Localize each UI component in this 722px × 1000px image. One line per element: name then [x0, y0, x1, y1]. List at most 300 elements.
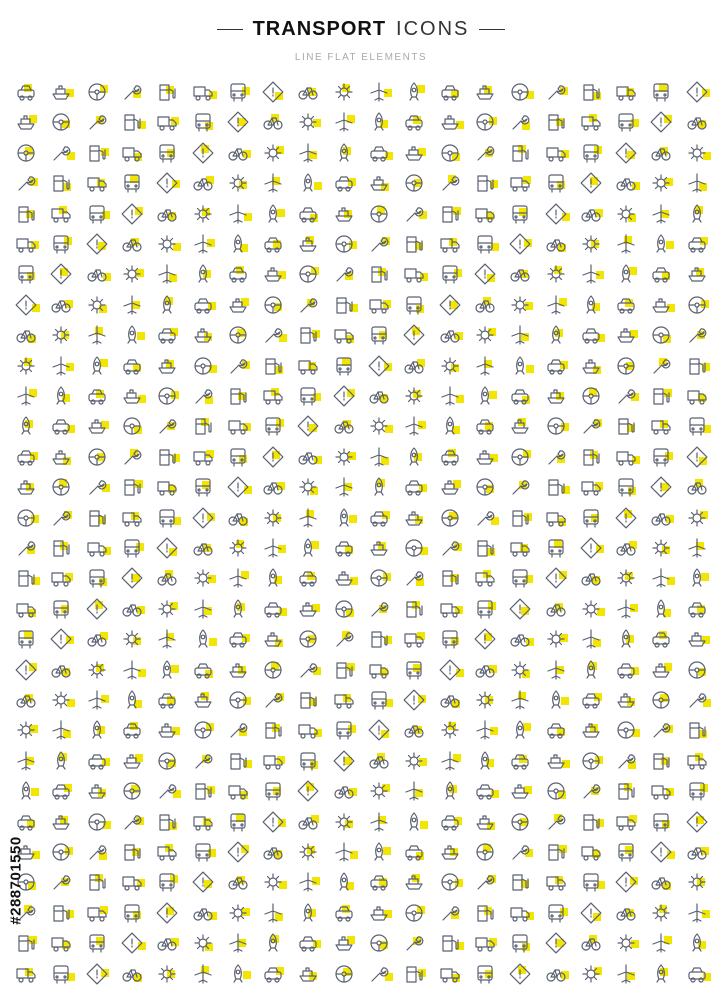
- car-wash-icon: [15, 476, 37, 498]
- tractor-icon: [509, 963, 531, 985]
- crane-icon: [192, 780, 214, 802]
- insurance-icon: [509, 841, 531, 863]
- repair-tools-icon: [262, 415, 284, 437]
- ship-icon: [615, 902, 637, 924]
- helicopter-icon: [86, 142, 108, 164]
- car-service-icon: [439, 355, 461, 377]
- traffic-light-icon: [121, 902, 143, 924]
- money-icon: [615, 446, 637, 468]
- bus-icon: [509, 385, 531, 407]
- airplane-icon: [545, 263, 567, 285]
- parachute-icon: [439, 324, 461, 346]
- wheelchair-icon: [650, 385, 672, 407]
- train-icon: [15, 111, 37, 133]
- satellite-icon: [192, 963, 214, 985]
- tram-icon: [50, 111, 72, 133]
- excavator-icon: [15, 203, 37, 225]
- scooter-icon: [333, 203, 355, 225]
- train-icon: [580, 476, 602, 498]
- electric-vehicle-icon: [227, 81, 249, 103]
- electric-vehicle-icon: [86, 963, 108, 985]
- money-icon: [50, 81, 72, 103]
- motorcycle-icon: [580, 385, 602, 407]
- bus-icon: [650, 719, 672, 741]
- car-service-icon: [297, 750, 319, 772]
- bus-icon: [509, 871, 531, 893]
- crane-icon: [474, 963, 496, 985]
- car-wash-icon: [580, 355, 602, 377]
- forklift-icon: [686, 324, 708, 346]
- airplane-icon: [686, 598, 708, 620]
- steering-wheel-icon: [15, 659, 37, 681]
- crane-icon: [615, 324, 637, 346]
- bicycle-icon: [403, 780, 425, 802]
- car-service-icon: [580, 689, 602, 711]
- helicopter-icon: [368, 567, 390, 589]
- airplane-icon: [403, 172, 425, 194]
- traffic-light-icon: [545, 446, 567, 468]
- scooter-icon: [615, 142, 637, 164]
- crane-icon: [192, 537, 214, 559]
- car-service-icon: [580, 446, 602, 468]
- motorcycle-icon: [580, 628, 602, 650]
- forklift-icon: [686, 81, 708, 103]
- road-sign-icon: [650, 294, 672, 316]
- money-icon: [474, 598, 496, 620]
- tire-icon: [50, 172, 72, 194]
- electric-vehicle-icon: [227, 324, 249, 346]
- excavator-icon: [156, 780, 178, 802]
- rocket-icon: [439, 172, 461, 194]
- money-icon: [50, 567, 72, 589]
- helmet-icon: [121, 263, 143, 285]
- boat-icon: [368, 719, 390, 741]
- drone-icon: [545, 172, 567, 194]
- satellite-icon: [192, 233, 214, 255]
- boat-icon: [650, 659, 672, 681]
- truck-icon: [121, 537, 143, 559]
- car-service-icon: [297, 263, 319, 285]
- traffic-light-icon: [403, 355, 425, 377]
- forklift-icon: [121, 689, 143, 711]
- satellite-icon: [474, 659, 496, 681]
- boat-icon: [227, 385, 249, 407]
- watermark: [8, 770, 24, 990]
- crane-icon: [333, 385, 355, 407]
- rocket-icon: [439, 659, 461, 681]
- motorcycle-icon: [297, 932, 319, 954]
- rocket-icon: [15, 628, 37, 650]
- repair-tools-icon: [121, 324, 143, 346]
- money-icon: [192, 172, 214, 194]
- tire-icon: [192, 507, 214, 529]
- fuel-station-icon: [333, 415, 355, 437]
- tram-icon: [474, 871, 496, 893]
- train-icon: [156, 446, 178, 468]
- train-icon: [297, 537, 319, 559]
- traffic-light-icon: [545, 932, 567, 954]
- rocket-icon: [580, 750, 602, 772]
- electric-vehicle-icon: [368, 415, 390, 437]
- repair-tools-icon: [545, 111, 567, 133]
- money-icon: [615, 932, 637, 954]
- forklift-icon: [121, 932, 143, 954]
- forklift-icon: [121, 446, 143, 468]
- tire-icon: [474, 446, 496, 468]
- scooter-icon: [333, 446, 355, 468]
- tire-icon: [192, 750, 214, 772]
- tram-icon: [333, 780, 355, 802]
- drone-icon: [262, 719, 284, 741]
- tractor-icon: [650, 81, 672, 103]
- helicopter-icon: [227, 963, 249, 985]
- truck-icon: [545, 811, 567, 833]
- steering-wheel-icon: [297, 841, 319, 863]
- car-wash-icon: [156, 81, 178, 103]
- helmet-icon: [403, 446, 425, 468]
- crane-icon: [474, 719, 496, 741]
- train-icon: [15, 598, 37, 620]
- tram-icon: [615, 233, 637, 255]
- tram-icon: [615, 719, 637, 741]
- road-sign-icon: [86, 415, 108, 437]
- helmet-icon: [121, 750, 143, 772]
- train-icon: [580, 233, 602, 255]
- motorcycle-icon: [297, 689, 319, 711]
- steering-wheel-icon: [439, 689, 461, 711]
- tram-icon: [50, 355, 72, 377]
- bus-icon: [650, 963, 672, 985]
- motorcycle-icon: [439, 537, 461, 559]
- electric-vehicle-icon: [368, 902, 390, 924]
- parachute-icon: [15, 294, 37, 316]
- title-light: ICONS: [396, 18, 470, 40]
- scooter-icon: [615, 385, 637, 407]
- fuel-station-icon: [474, 507, 496, 529]
- truck-icon: [403, 963, 425, 985]
- traffic-light-icon: [262, 263, 284, 285]
- parachute-icon: [156, 142, 178, 164]
- tractor-icon: [368, 385, 390, 407]
- insurance-icon: [368, 750, 390, 772]
- train-icon: [156, 932, 178, 954]
- scooter-icon: [192, 841, 214, 863]
- crane-icon: [615, 811, 637, 833]
- truck-icon: [686, 902, 708, 924]
- satellite-icon: [50, 385, 72, 407]
- insurance-icon: [650, 689, 672, 711]
- airplane-icon: [686, 355, 708, 377]
- tire-icon: [615, 537, 637, 559]
- ship-icon: [474, 81, 496, 103]
- tire-icon: [615, 780, 637, 802]
- steering-wheel-icon: [439, 932, 461, 954]
- tractor-icon: [86, 689, 108, 711]
- rocket-icon: [580, 507, 602, 529]
- car-wash-icon: [439, 750, 461, 772]
- money-icon: [192, 902, 214, 924]
- traffic-light-icon: [403, 111, 425, 133]
- helicopter-icon: [509, 659, 531, 681]
- boat-icon: [509, 567, 531, 589]
- bicycle-icon: [121, 111, 143, 133]
- drone-icon: [121, 628, 143, 650]
- scooter-icon: [50, 507, 72, 529]
- parachute-icon: [297, 233, 319, 255]
- road-sign-icon: [368, 111, 390, 133]
- car-service-icon: [156, 415, 178, 437]
- bicycle-icon: [545, 142, 567, 164]
- drone-icon: [403, 567, 425, 589]
- parachute-icon: [156, 871, 178, 893]
- motorcycle-icon: [15, 507, 37, 529]
- car-service-icon: [439, 598, 461, 620]
- boat-icon: [650, 902, 672, 924]
- tram-icon: [192, 203, 214, 225]
- forklift-icon: [686, 567, 708, 589]
- parachute-icon: [297, 719, 319, 741]
- insurance-icon: [227, 415, 249, 437]
- rocket-icon: [297, 567, 319, 589]
- tractor-icon: [86, 932, 108, 954]
- truck-icon: [545, 567, 567, 589]
- helicopter-icon: [86, 385, 108, 407]
- car-service-icon: [297, 507, 319, 529]
- forklift-icon: [262, 537, 284, 559]
- road-sign-icon: [650, 780, 672, 802]
- drone-icon: [403, 811, 425, 833]
- wheelchair-icon: [650, 871, 672, 893]
- forklift-icon: [403, 871, 425, 893]
- rocket-icon: [156, 719, 178, 741]
- traffic-light-icon: [686, 537, 708, 559]
- crane-icon: [50, 446, 72, 468]
- forklift-icon: [121, 203, 143, 225]
- forklift-icon: [403, 385, 425, 407]
- road-sign-icon: [368, 598, 390, 620]
- boat-icon: [227, 871, 249, 893]
- electric-vehicle-icon: [650, 111, 672, 133]
- tractor-icon: [227, 780, 249, 802]
- bicycle-icon: [686, 476, 708, 498]
- money-icon: [50, 811, 72, 833]
- helicopter-icon: [650, 507, 672, 529]
- ship-icon: [192, 871, 214, 893]
- fuel-station-icon: [192, 811, 214, 833]
- road-sign-icon: [227, 263, 249, 285]
- crane-icon: [50, 689, 72, 711]
- electric-vehicle-icon: [86, 476, 108, 498]
- parachute-icon: [439, 81, 461, 103]
- money-icon: [615, 689, 637, 711]
- bus-icon: [86, 355, 108, 377]
- airplane-icon: [121, 476, 143, 498]
- tractor-icon: [650, 811, 672, 833]
- money-icon: [474, 355, 496, 377]
- traffic-light-icon: [686, 294, 708, 316]
- airplane-icon: [262, 567, 284, 589]
- tire-icon: [333, 841, 355, 863]
- boat-icon: [368, 476, 390, 498]
- road-sign-icon: [86, 659, 108, 681]
- excavator-icon: [297, 385, 319, 407]
- road-sign-icon: [368, 355, 390, 377]
- boat-icon: [650, 172, 672, 194]
- insurance-icon: [86, 567, 108, 589]
- steering-wheel-icon: [15, 415, 37, 437]
- wheelchair-icon: [368, 932, 390, 954]
- excavator-icon: [439, 233, 461, 255]
- tram-icon: [474, 628, 496, 650]
- car-service-icon: [15, 81, 37, 103]
- drone-icon: [121, 385, 143, 407]
- airplane-icon: [403, 902, 425, 924]
- insurance-icon: [509, 598, 531, 620]
- ship-icon: [474, 567, 496, 589]
- crane-icon: [474, 233, 496, 255]
- car-wash-icon: [15, 233, 37, 255]
- fuel-station-icon: [192, 567, 214, 589]
- car-wash-icon: [439, 263, 461, 285]
- tram-icon: [474, 385, 496, 407]
- excavator-icon: [156, 294, 178, 316]
- scooter-icon: [192, 111, 214, 133]
- truck-icon: [686, 659, 708, 681]
- bus-icon: [650, 476, 672, 498]
- train-icon: [156, 689, 178, 711]
- road-sign-icon: [509, 932, 531, 954]
- rocket-icon: [439, 415, 461, 437]
- car-wash-icon: [156, 567, 178, 589]
- motorcycle-icon: [156, 111, 178, 133]
- drone-icon: [262, 963, 284, 985]
- tire-icon: [50, 659, 72, 681]
- money-icon: [474, 841, 496, 863]
- money-icon: [192, 415, 214, 437]
- helmet-icon: [262, 841, 284, 863]
- electric-vehicle-icon: [86, 719, 108, 741]
- traffic-light-icon: [121, 172, 143, 194]
- truck-icon: [262, 628, 284, 650]
- car-service-icon: [156, 902, 178, 924]
- steering-wheel-icon: [580, 780, 602, 802]
- helmet-icon: [403, 932, 425, 954]
- excavator-icon: [580, 81, 602, 103]
- ship-icon: [333, 233, 355, 255]
- satellite-icon: [50, 628, 72, 650]
- crane-icon: [615, 567, 637, 589]
- tire-icon: [333, 111, 355, 133]
- boat-icon: [509, 811, 531, 833]
- car-wash-icon: [580, 598, 602, 620]
- airplane-icon: [686, 841, 708, 863]
- drone-icon: [262, 233, 284, 255]
- satellite-icon: [333, 811, 355, 833]
- airplane-icon: [262, 324, 284, 346]
- helmet-icon: [403, 203, 425, 225]
- wheelchair-icon: [368, 689, 390, 711]
- car-wash-icon: [156, 811, 178, 833]
- rocket-icon: [156, 963, 178, 985]
- excavator-icon: [297, 871, 319, 893]
- truck-icon: [262, 142, 284, 164]
- insurance-icon: [86, 324, 108, 346]
- scooter-icon: [192, 355, 214, 377]
- bus-icon: [86, 841, 108, 863]
- car-wash-icon: [297, 902, 319, 924]
- bus-icon: [86, 598, 108, 620]
- forklift-icon: [262, 294, 284, 316]
- airplane-icon: [121, 719, 143, 741]
- wheelchair-icon: [227, 598, 249, 620]
- car-service-icon: [15, 324, 37, 346]
- road-sign-icon: [509, 446, 531, 468]
- repair-tools-icon: [545, 598, 567, 620]
- fuel-station-icon: [333, 659, 355, 681]
- helmet-icon: [686, 628, 708, 650]
- road-sign-icon: [509, 203, 531, 225]
- forklift-icon: [403, 628, 425, 650]
- helicopter-icon: [368, 811, 390, 833]
- truck-icon: [403, 476, 425, 498]
- insurance-icon: [86, 81, 108, 103]
- car-wash-icon: [580, 111, 602, 133]
- train-icon: [297, 294, 319, 316]
- motorcycle-icon: [15, 750, 37, 772]
- motorcycle-icon: [156, 598, 178, 620]
- drone-icon: [403, 324, 425, 346]
- parachute-icon: [439, 811, 461, 833]
- tire-icon: [333, 598, 355, 620]
- electric-vehicle-icon: [650, 355, 672, 377]
- tractor-icon: [509, 719, 531, 741]
- road-sign-icon: [227, 750, 249, 772]
- truck-icon: [545, 81, 567, 103]
- repair-tools-icon: [686, 689, 708, 711]
- electric-vehicle-icon: [509, 263, 531, 285]
- satellite-icon: [50, 142, 72, 164]
- subtitle: LINE FLAT ELEMENTS: [294, 52, 428, 63]
- boat-icon: [509, 324, 531, 346]
- insurance-icon: [368, 507, 390, 529]
- bicycle-icon: [121, 598, 143, 620]
- car-service-icon: [439, 841, 461, 863]
- fuel-station-icon: [474, 263, 496, 285]
- drone-icon: [686, 263, 708, 285]
- ship-icon: [474, 811, 496, 833]
- ship-icon: [50, 780, 72, 802]
- steering-wheel-icon: [580, 294, 602, 316]
- scooter-icon: [192, 598, 214, 620]
- tire-icon: [50, 415, 72, 437]
- train-icon: [439, 871, 461, 893]
- steering-wheel-icon: [156, 263, 178, 285]
- insurance-icon: [509, 355, 531, 377]
- tractor-icon: [86, 446, 108, 468]
- train-icon: [297, 780, 319, 802]
- forklift-icon: [686, 811, 708, 833]
- helmet-icon: [262, 598, 284, 620]
- fuel-station-icon: [615, 841, 637, 863]
- road-sign-icon: [86, 172, 108, 194]
- car-wash-icon: [297, 415, 319, 437]
- motorcycle-icon: [156, 841, 178, 863]
- bus-icon: [368, 780, 390, 802]
- airplane-icon: [262, 81, 284, 103]
- helmet-icon: [686, 385, 708, 407]
- excavator-icon: [439, 963, 461, 985]
- bus-icon: [650, 233, 672, 255]
